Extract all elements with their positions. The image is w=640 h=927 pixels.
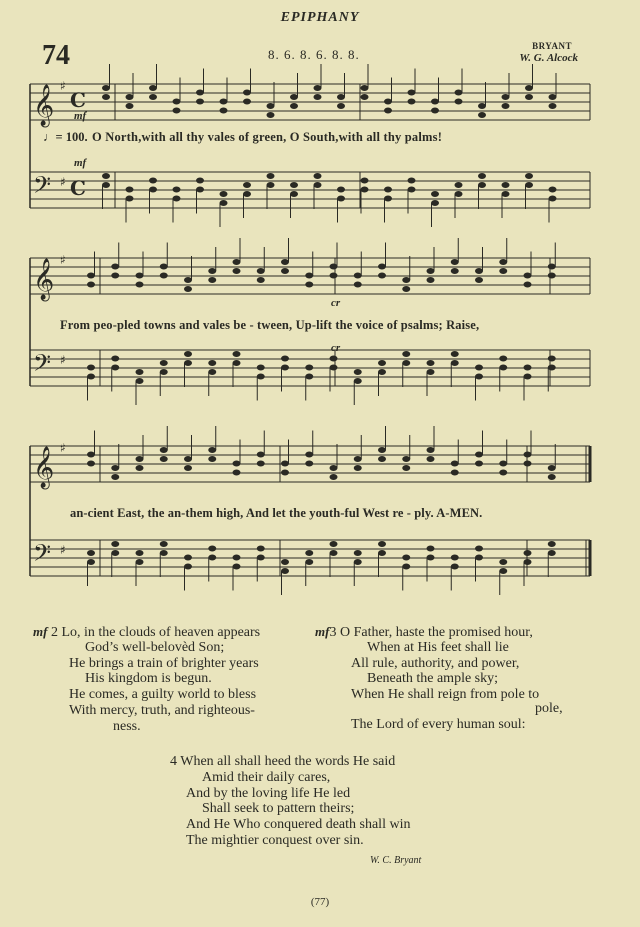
notehead [111, 365, 119, 371]
notehead [208, 360, 216, 366]
notehead [524, 282, 532, 288]
notehead [361, 187, 369, 193]
notehead [267, 103, 275, 109]
notehead [361, 178, 369, 184]
notehead [111, 541, 119, 547]
notehead [402, 465, 410, 471]
attribution: W. C. Bryant [370, 855, 422, 866]
notehead [354, 456, 362, 462]
notehead [305, 273, 313, 279]
notehead [257, 277, 265, 283]
notehead [281, 259, 289, 265]
notehead [208, 268, 216, 274]
notehead [451, 360, 459, 366]
notehead [305, 550, 313, 556]
notehead [378, 550, 386, 556]
notehead [408, 187, 416, 193]
notehead [184, 564, 192, 570]
notehead [475, 365, 483, 371]
verse-line: And He Who conquered death shall win [186, 817, 411, 833]
notehead [257, 452, 265, 458]
notehead [149, 178, 157, 184]
treble-clef-icon: 𝄞 [33, 85, 55, 126]
notehead [549, 187, 557, 193]
notehead [475, 268, 483, 274]
notehead [427, 447, 435, 453]
notehead [220, 108, 228, 114]
notehead [305, 461, 313, 467]
notehead [196, 99, 204, 105]
notehead [257, 374, 265, 380]
notehead [502, 94, 510, 100]
notehead [354, 465, 362, 471]
dynamic-cr-bass: cr [331, 342, 341, 354]
notehead [455, 191, 463, 197]
notehead [384, 196, 392, 202]
notehead [548, 474, 556, 480]
notehead [290, 182, 298, 188]
notehead [378, 264, 386, 270]
notehead [361, 94, 369, 100]
time-signature: C [70, 88, 86, 112]
notehead [111, 356, 119, 362]
notehead [102, 182, 110, 188]
notehead [208, 456, 216, 462]
treble-clef-icon: 𝄞 [33, 259, 55, 300]
notehead [427, 546, 435, 552]
notehead [475, 546, 483, 552]
dynamic-mf-bass: mf [74, 157, 87, 169]
notehead [314, 173, 322, 179]
verse-line: And by the loving life He led [186, 785, 351, 801]
notehead [160, 541, 168, 547]
notehead [451, 351, 459, 357]
notehead [314, 182, 322, 188]
verse-line: When at His feet shall lie [367, 639, 509, 655]
notehead [402, 564, 410, 570]
notehead [87, 365, 95, 371]
notehead [478, 182, 486, 188]
notehead [136, 456, 144, 462]
notehead [402, 360, 410, 366]
notehead [431, 200, 439, 206]
verse-line: Shall seek to pattern theirs; [202, 801, 355, 817]
bass-clef-icon: 𝄢 [33, 539, 52, 572]
notehead [87, 550, 95, 556]
notehead [524, 452, 532, 458]
notehead [502, 191, 510, 197]
notehead [354, 559, 362, 565]
notehead [87, 461, 95, 467]
notehead [184, 286, 192, 292]
notehead [524, 365, 532, 371]
sharp-icon: ♯ [60, 543, 66, 557]
verse-line: When all shall heed the words He said [180, 754, 396, 769]
notehead [525, 85, 533, 91]
notehead [290, 103, 298, 109]
notehead [243, 90, 251, 96]
notehead [354, 273, 362, 279]
notehead [455, 90, 463, 96]
notehead [184, 465, 192, 471]
notehead [136, 465, 144, 471]
dynamic-mf-treble: mf [74, 110, 87, 122]
notehead [305, 365, 313, 371]
notehead [173, 99, 181, 105]
notehead [384, 99, 392, 105]
notehead [451, 259, 459, 265]
notehead [305, 374, 313, 380]
notehead [451, 564, 459, 570]
notehead [378, 541, 386, 547]
notehead [102, 85, 110, 91]
notehead [126, 187, 134, 193]
notehead [281, 470, 289, 476]
notehead [478, 112, 486, 118]
notehead [548, 273, 556, 279]
notehead [243, 182, 251, 188]
notehead [384, 108, 392, 114]
notehead [305, 282, 313, 288]
notehead [408, 90, 416, 96]
verse-line: Lo, in the clouds of heaven appears [61, 625, 261, 640]
notehead [87, 452, 95, 458]
notehead [524, 550, 532, 556]
notehead [290, 94, 298, 100]
notehead [208, 555, 216, 561]
notehead [243, 191, 251, 197]
notehead [281, 268, 289, 274]
notehead [524, 559, 532, 565]
notehead [455, 182, 463, 188]
notehead [257, 365, 265, 371]
bass-clef-icon: 𝄢 [33, 171, 52, 204]
notehead [160, 456, 168, 462]
notehead [427, 360, 435, 366]
notehead [451, 470, 459, 476]
notehead [184, 555, 192, 561]
verse-line: God’s well-belovèd Son; [85, 639, 225, 655]
notehead [408, 178, 416, 184]
notehead [233, 360, 241, 366]
lyric-line-3: an-cient East, the an-them high, And let the youth-ful West re - ply. A-MEN. [70, 506, 483, 520]
verse-3-dynamic: mf [315, 624, 330, 639]
notehead [149, 85, 157, 91]
notehead [281, 559, 289, 565]
notehead [149, 187, 157, 193]
lyric-line-1: O North,with all thy vales of green, O South,with all thy palms! [92, 130, 443, 144]
notehead [524, 374, 532, 380]
notehead [478, 103, 486, 109]
notehead [160, 273, 168, 279]
verse-line: His kingdom is begun. [85, 671, 212, 687]
sharp-icon: ♯ [60, 253, 66, 267]
notehead [361, 85, 369, 91]
notehead [354, 369, 362, 375]
notehead [431, 108, 439, 114]
notehead [208, 447, 216, 453]
verse-line: pole, [535, 700, 563, 716]
notehead [524, 461, 532, 467]
notehead [330, 365, 338, 371]
notehead [184, 360, 192, 366]
notehead [233, 564, 241, 570]
notehead [267, 173, 275, 179]
verse-line: ness. [113, 718, 141, 734]
meter: 8. 6. 8. 6. 8. 8. [268, 47, 360, 62]
notehead [499, 356, 507, 362]
notehead [111, 264, 119, 270]
notehead [290, 191, 298, 197]
notehead [220, 191, 228, 197]
notehead [220, 200, 228, 206]
notehead [402, 351, 410, 357]
notehead [184, 456, 192, 462]
notehead [102, 173, 110, 179]
notehead [281, 461, 289, 467]
notehead [305, 452, 313, 458]
notehead [330, 273, 338, 279]
notehead [257, 555, 265, 561]
notehead [149, 94, 157, 100]
notehead [475, 555, 483, 561]
notehead [257, 546, 265, 552]
notehead [378, 369, 386, 375]
notehead [136, 282, 144, 288]
sharp-icon: ♯ [60, 441, 66, 455]
notehead [337, 196, 345, 202]
notehead [208, 277, 216, 283]
notehead [499, 259, 507, 265]
notehead [233, 461, 241, 467]
notehead [525, 173, 533, 179]
notehead [111, 465, 119, 471]
notehead [499, 461, 507, 467]
sharp-icon: ♯ [60, 353, 66, 367]
notehead [525, 94, 533, 100]
notehead [111, 474, 119, 480]
notehead [196, 178, 204, 184]
notehead [87, 559, 95, 565]
notehead [548, 550, 556, 556]
notehead [330, 356, 338, 362]
verse-3-number: 3 [329, 625, 337, 640]
notehead [354, 378, 362, 384]
notehead [126, 103, 134, 109]
notehead [402, 277, 410, 283]
notehead [478, 173, 486, 179]
notehead [208, 546, 216, 552]
verse-4 [170, 754, 410, 849]
notehead [402, 456, 410, 462]
notehead [378, 360, 386, 366]
verse-line: The mightier conquest over sin. [186, 832, 364, 848]
time-signature: C [70, 176, 86, 200]
notehead [549, 196, 557, 202]
notehead [257, 461, 265, 467]
notehead [384, 187, 392, 193]
notehead [208, 369, 216, 375]
notehead [548, 365, 556, 371]
verse-2-dynamic: mf [33, 624, 48, 639]
notehead [281, 365, 289, 371]
verse-4-number: 4 [170, 754, 177, 769]
notehead [196, 187, 204, 193]
notehead [267, 182, 275, 188]
notehead [281, 568, 289, 574]
notehead [160, 550, 168, 556]
sharp-icon: ♯ [60, 175, 66, 189]
notehead [233, 555, 241, 561]
notehead [475, 461, 483, 467]
notehead [173, 196, 181, 202]
notehead [257, 268, 265, 274]
notehead [354, 282, 362, 288]
verse-2 [33, 624, 260, 735]
notehead [548, 356, 556, 362]
notehead [87, 273, 95, 279]
notehead [281, 356, 289, 362]
notehead [525, 182, 533, 188]
notehead [126, 94, 134, 100]
notehead [499, 559, 507, 565]
notehead [136, 369, 144, 375]
notehead [455, 99, 463, 105]
notehead [136, 273, 144, 279]
notehead [314, 94, 322, 100]
notehead [451, 268, 459, 274]
notehead [87, 374, 95, 380]
notehead [524, 273, 532, 279]
notehead [173, 108, 181, 114]
notehead [451, 461, 459, 467]
verse-2-number: 2 [50, 625, 58, 640]
notehead [160, 369, 168, 375]
notehead [233, 259, 241, 265]
verse-line: All rule, authority, and power, [351, 655, 520, 671]
notehead [87, 282, 95, 288]
notehead [431, 191, 439, 197]
notehead [337, 187, 345, 193]
verse-line: O Father, haste the promised hour, [339, 625, 533, 640]
notehead [499, 568, 507, 574]
dynamic-cr-treble: cr [331, 297, 341, 309]
notehead [502, 182, 510, 188]
section-title: EPIPHANY [280, 10, 360, 25]
notehead [126, 196, 134, 202]
notehead [378, 273, 386, 279]
notehead [233, 351, 241, 357]
verse-line: With mercy, truth, and righteous- [69, 702, 255, 718]
notehead [451, 555, 459, 561]
hymn-number: 74 [42, 40, 70, 71]
notehead [548, 264, 556, 270]
notehead [499, 470, 507, 476]
notehead [549, 94, 557, 100]
notehead [337, 94, 345, 100]
notehead [102, 94, 110, 100]
notehead [233, 268, 241, 274]
notehead [427, 555, 435, 561]
notehead [330, 541, 338, 547]
notehead [330, 550, 338, 556]
tune-name: BRYANT [532, 41, 572, 51]
notehead [111, 273, 119, 279]
notehead [427, 277, 435, 283]
notehead [314, 85, 322, 91]
notehead [330, 474, 338, 480]
notehead [330, 264, 338, 270]
notehead [499, 365, 507, 371]
notehead [330, 465, 338, 471]
notehead [431, 99, 439, 105]
notehead [160, 360, 168, 366]
notehead [196, 90, 204, 96]
notehead [160, 264, 168, 270]
notehead [111, 550, 119, 556]
notehead [475, 452, 483, 458]
notehead [408, 99, 416, 105]
notehead [184, 351, 192, 357]
page-number: (77) [310, 896, 330, 908]
verse-line: The Lord of every human soul: [351, 716, 526, 732]
treble-clef-icon: 𝄞 [33, 447, 55, 488]
verse-3 [315, 624, 563, 733]
notehead [378, 456, 386, 462]
notehead [267, 112, 275, 118]
notehead [427, 369, 435, 375]
notehead [337, 103, 345, 109]
notehead [427, 456, 435, 462]
notehead [173, 187, 181, 193]
composer: W. G. Alcock [519, 52, 578, 64]
verse-line: He comes, a guilty world to bless [69, 687, 257, 703]
notehead [136, 550, 144, 556]
notehead [475, 374, 483, 380]
notehead [502, 103, 510, 109]
notehead [475, 277, 483, 283]
notehead [243, 99, 251, 105]
verse-line: He brings a train of brighter years [69, 655, 259, 671]
notehead [549, 103, 557, 109]
notehead [499, 268, 507, 274]
notehead [548, 541, 556, 547]
verse-line: Amid their daily cares, [202, 769, 331, 785]
sharp-icon: ♯ [60, 79, 66, 93]
verse-line: When He shall reign from pole to [351, 687, 540, 703]
verse-line: Beneath the ample sky; [367, 671, 499, 687]
notehead [184, 277, 192, 283]
notehead [136, 559, 144, 565]
tempo-marking: ♩= 100. [43, 130, 88, 144]
notehead [354, 550, 362, 556]
notehead [548, 465, 556, 471]
bass-clef-icon: 𝄢 [33, 349, 52, 382]
notehead [136, 378, 144, 384]
notehead [305, 559, 313, 565]
lyric-line-2: From peo-pled towns and vales be - tween, Up-lift the voice of psalms; Raise, [60, 318, 480, 332]
notehead [402, 555, 410, 561]
notehead [233, 470, 241, 476]
notehead [160, 447, 168, 453]
notehead [402, 286, 410, 292]
notehead [378, 447, 386, 453]
notehead [427, 268, 435, 274]
notehead [220, 99, 228, 105]
